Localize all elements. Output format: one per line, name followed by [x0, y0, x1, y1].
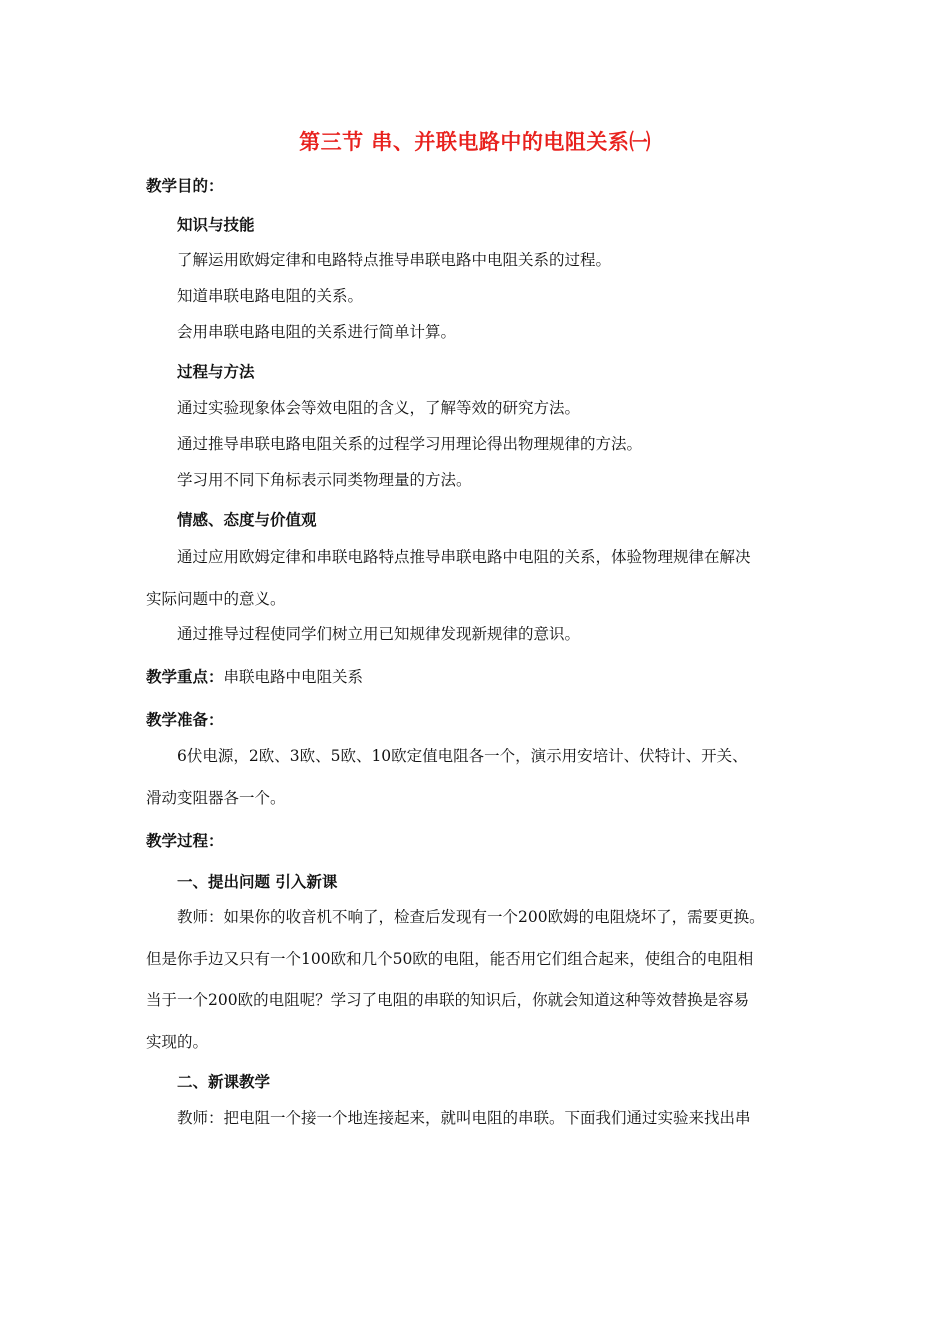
knowledge-item: 知道串联电路电阻的关系。	[177, 287, 364, 305]
paragraph-line: 通过应用欧姆定律和串联电路特点推导串联电路中电阻的关系，体验物理规律在解决	[177, 548, 751, 566]
paragraph-line: 通过推导过程使同学们树立用已知规律发现新规律的意识。	[177, 625, 581, 643]
section-heading: 一、提出问题 引入新课	[177, 873, 338, 891]
key-point	[146, 667, 826, 687]
paragraph-line: 教师：把电阻一个接一个地连接起来，就叫电阻的串联。下面我们通过实验来找出串	[177, 1109, 751, 1127]
process-method-item: 通过推导串联电路电阻关系的过程学习用理论得出物理规律的方法。	[177, 435, 643, 453]
key-point-text: 串联电路中电阻关系	[223, 668, 364, 686]
paragraph-line: 当于一个200欧的电阻呢？学习了电阻的串联的知识后，你就会知道这种等效替换是容易	[146, 991, 750, 1009]
paragraph-line: 但是你手边又只有一个100欧和几个50欧的电阻，能否用它们组合起来，使组合的电阻相	[146, 950, 754, 968]
emotion-heading: 情感、态度与价值观	[177, 511, 317, 529]
paragraph-line: 滑动变阻器各一个。	[146, 789, 286, 807]
process-method-heading: 过程与方法	[177, 363, 255, 381]
process-method-item: 通过实验现象体会等效电阻的含义，了解等效的研究方法。	[177, 399, 581, 417]
paragraph-line: 教师：如果你的收音机不响了，检查后发现有一个200欧姆的电阻烧坏了，需要更换。	[177, 908, 765, 926]
section-heading: 二、新课教学	[177, 1073, 271, 1091]
knowledge-item: 会用串联电路电阻的关系进行简单计算。	[177, 323, 457, 341]
paragraph-line: 实际问题中的意义。	[146, 590, 286, 608]
objectives-heading: 教学目的：	[146, 177, 224, 195]
key-point-label: 教学重点：	[146, 668, 224, 686]
process-method-item: 学习用不同下角标表示同类物理量的方法。	[177, 471, 472, 489]
process-heading: 教学过程：	[146, 832, 224, 850]
paragraph-line: 实现的。	[146, 1033, 209, 1051]
page-title: 第三节 串、并联电路中的电阻关系㈠	[299, 130, 651, 154]
knowledge-heading: 知识与技能	[177, 216, 255, 234]
paragraph-line: 6伏电源，2欧、3欧、5欧、10欧定值电阻各一个，演示用安培计、伏特计、开关、	[177, 747, 748, 765]
preparation-heading: 教学准备：	[146, 711, 224, 729]
knowledge-item: 了解运用欧姆定律和电路特点推导串联电路中电阻关系的过程。	[177, 251, 612, 269]
